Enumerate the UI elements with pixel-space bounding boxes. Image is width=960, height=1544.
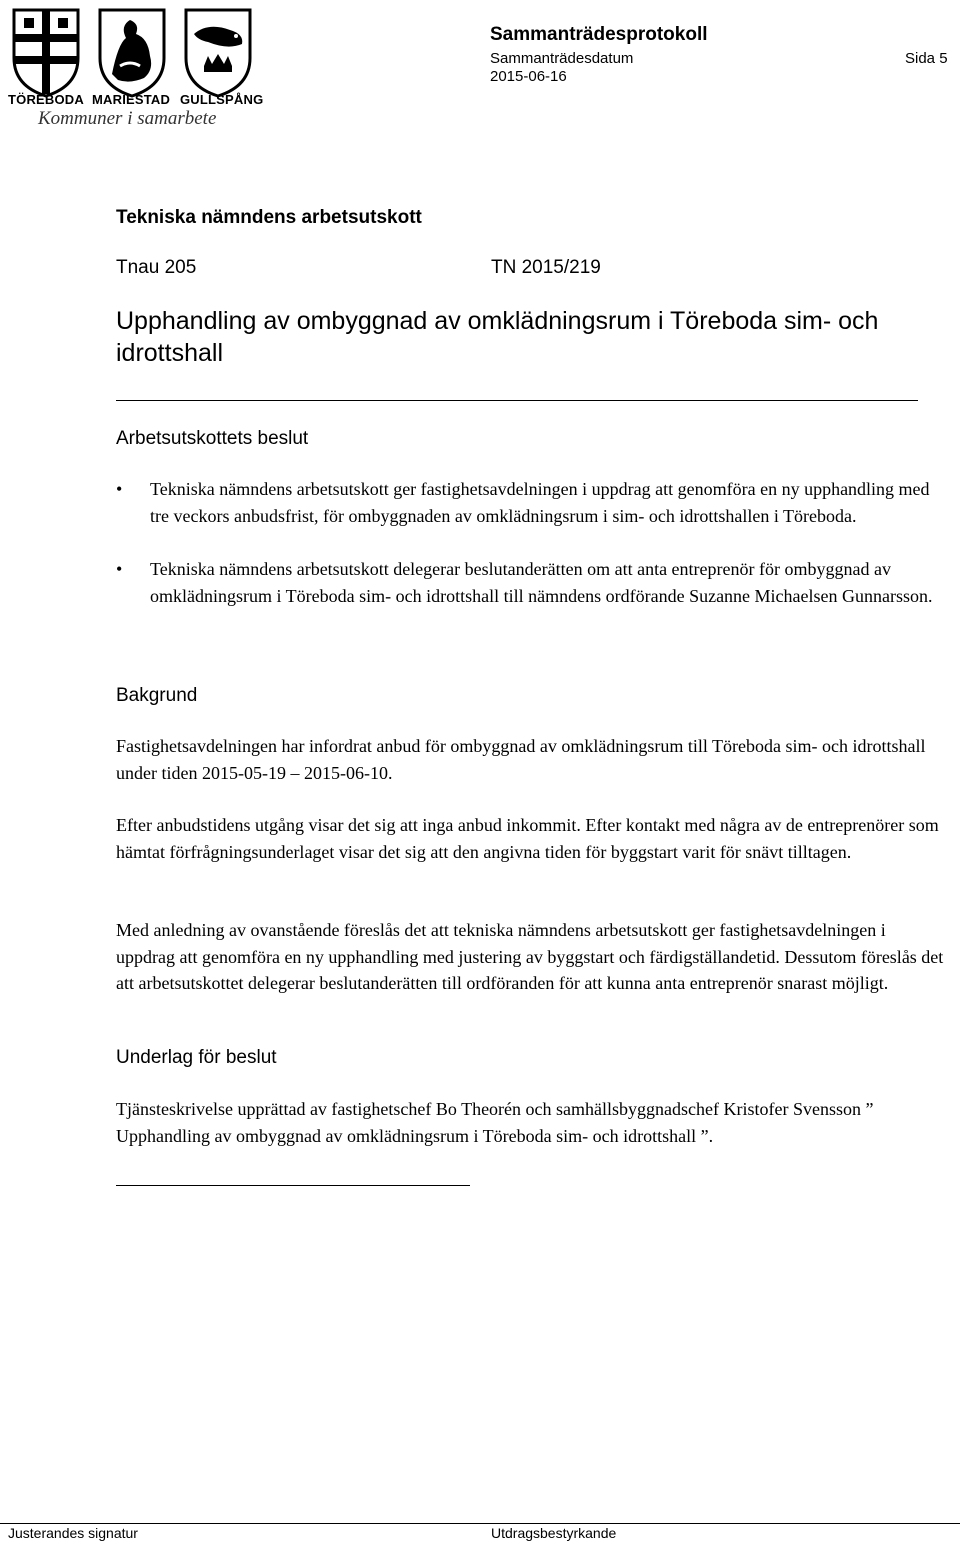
case-subject: Upphandling av ombyggnad av omklädningsrum i Töreboda sim- och idrottshall bbox=[116, 307, 879, 367]
decision-item-text: Tekniska nämndens arbetsutskott ger fastighetsavdelningen i uppdrag att genomföra en ny upphandling med tre veckors anbudsfrist, för ombyggnaden av omklädningsrum i sim- och idrottshallen i Töreboda. bbox=[150, 479, 930, 526]
meeting-date-label: Sammanträdesdatum bbox=[490, 50, 634, 67]
logo-tagline: Kommuner i samarbete bbox=[38, 108, 217, 129]
diary-number: TN 2015/219 bbox=[491, 257, 601, 278]
signature-label: Justerandes signatur bbox=[8, 1525, 138, 1541]
logo-name-gullspang: GULLSPÅNG bbox=[180, 92, 264, 107]
extract-label: Utdragsbestyrkande bbox=[491, 1525, 617, 1541]
logo-name-toreboda: TÖREBODA bbox=[8, 92, 84, 107]
footer-divider bbox=[0, 1523, 960, 1524]
end-rule bbox=[116, 1185, 470, 1186]
page-number: Sida 5 bbox=[905, 50, 948, 67]
background-paragraph: Med anledning av ovanstående föreslås det att tekniska nämndens arbetsutskott ger fastighetsavdelningen i uppdrag att genomföra en ny upphandling med justering av byggstart och färdigställandetid. Dessutom föreslås det att arbetsutskottet delegerar beslutanderätten till ordföranden för att kunna anta entreprenör snarast möjligt. bbox=[116, 920, 944, 993]
logo-name-mariestad: MARIESTAD bbox=[92, 92, 171, 107]
background-paragraph: Fastighetsavdelningen har infordrat anbud för ombyggnad av omklädningsrum till Töreboda sim- och idrottshall under tiden 2015-05-19 – 2015-06-10. bbox=[116, 736, 926, 783]
basis-heading: Underlag för beslut bbox=[116, 1047, 277, 1068]
meeting-date: 2015-06-16 bbox=[490, 68, 567, 85]
bullet-icon: • bbox=[116, 479, 123, 499]
decision-item bbox=[116, 556, 946, 609]
background-heading: Bakgrund bbox=[116, 685, 198, 706]
decision-item bbox=[116, 476, 946, 529]
bullet-icon: • bbox=[116, 559, 123, 579]
basis-text: Tjänsteskrivelse upprättad av fastighetschef Bo Theorén och samhällsbyggnadschef Kristofer Svensson ” Upphandling av ombyggnad av omklädningsrum i Töreboda sim- och idrottshall ”. bbox=[116, 1099, 874, 1146]
paragraph-number: Tnau 205 bbox=[116, 257, 197, 278]
decision-list bbox=[116, 476, 946, 609]
document-title: Sammanträdesprotokoll bbox=[490, 24, 708, 45]
decision-heading: Arbetsutskottets beslut bbox=[116, 428, 309, 449]
committee-name: Tekniska nämndens arbetsutskott bbox=[116, 207, 422, 228]
municipal-logos bbox=[8, 4, 264, 134]
background-paragraph: Efter anbudstidens utgång visar det sig att inga anbud inkommit. Efter kontakt med några av de entreprenörer som hämtat förfrågningsunderlaget visar det sig att den angivna tiden för byggstart varit för snävt tilltagen. bbox=[116, 815, 939, 862]
divider bbox=[116, 400, 918, 401]
decision-item-text: Tekniska nämndens arbetsutskott delegerar beslutanderätten om att anta entreprenör för ombyggnad av omklädningsrum i Töreboda sim- och idrottshall till nämndens ordförande Suzanne Michaelsen Gunnarsson. bbox=[150, 559, 933, 606]
